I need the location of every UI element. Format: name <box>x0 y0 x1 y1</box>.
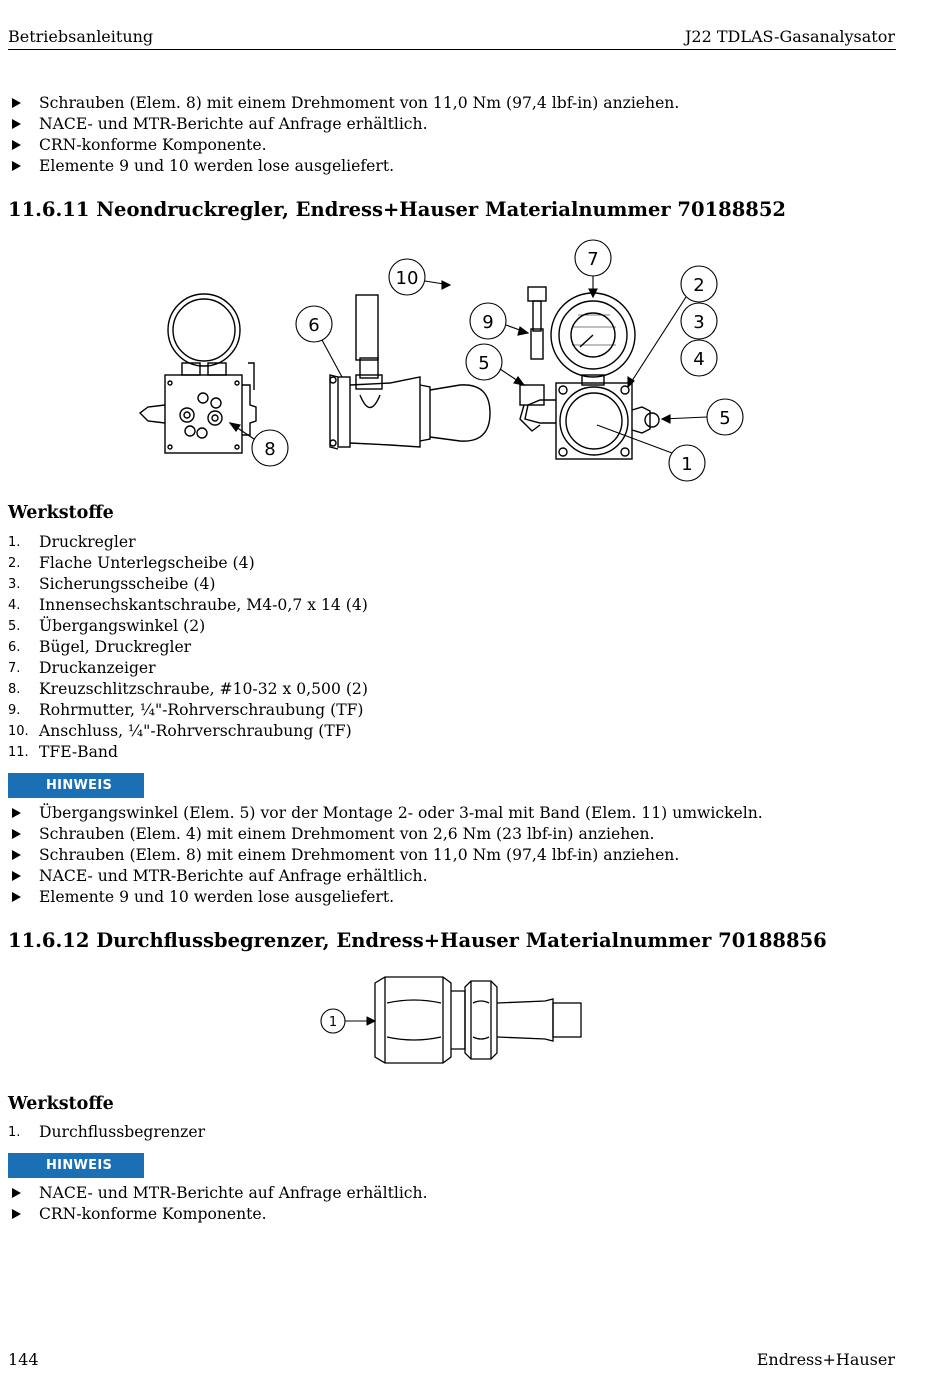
materials-list <box>8 1122 205 1143</box>
callout-2: 2 <box>693 275 705 296</box>
regulator-side-view <box>330 295 490 449</box>
list-item: 4. Innensechskantschraube, M4-0,7 x 14 (4) <box>8 596 368 614</box>
list-item: NACE- und MTR-Berichte auf Anfrage erhältlich. <box>8 1183 428 1204</box>
callout-5a: 5 <box>478 353 490 374</box>
list-item: 7. Druckanzeiger <box>8 659 156 677</box>
list-item: 1. Druckregler <box>8 533 136 551</box>
intro-bullet-list <box>8 93 679 177</box>
header-product: J22 TDLAS-Gasanalysator <box>684 27 895 46</box>
materials-heading: Werkstoffe <box>8 1094 114 1114</box>
bullet-triangle-icon <box>12 808 21 818</box>
bullet-triangle-icon <box>12 829 21 839</box>
bullet-triangle-icon <box>12 850 21 860</box>
bullet-triangle-icon <box>12 892 21 902</box>
section-title-flow-restrictor: 11.6.12 Durchflussbegrenzer, Endress+Hauser Materialnummer 70188856 <box>8 929 827 952</box>
callout-7: 7 <box>587 249 599 270</box>
list-item: 10. Anschluss, ¼"-Rohrverschraubung (TF) <box>8 722 352 740</box>
list-item: Übergangswinkel (Elem. 5) vor der Montage 2- oder 3-mal mit Band (Elem. 11) umwickeln. <box>8 803 763 824</box>
bullet-triangle-icon <box>12 1188 21 1198</box>
list-item: CRN-konforme Komponente. <box>8 1204 428 1225</box>
list-item: 11. TFE-Band <box>8 743 118 761</box>
list-item: 1. Durchflussbegrenzer <box>8 1123 206 1141</box>
list-item: 6. Bügel, Druckregler <box>8 638 192 656</box>
list-item: 3. Sicherungsscheibe (4) <box>8 575 216 593</box>
list-item: 8. Kreuzschlitzschraube, #10-32 x 0,500 (2) <box>8 680 368 698</box>
list-item: Schrauben (Elem. 8) mit einem Drehmoment von 11,0 Nm (97,4 lbf-in) anziehen. <box>8 845 763 866</box>
header-rule <box>8 49 896 50</box>
list-item: Elemente 9 und 10 werden lose ausgeliefert. <box>8 156 679 177</box>
list-item: Elemente 9 und 10 werden lose ausgeliefert. <box>8 887 763 908</box>
regulator-drawing <box>120 235 760 485</box>
materials-list <box>8 532 368 763</box>
callout-3: 3 <box>693 312 705 333</box>
list-item: NACE- und MTR-Berichte auf Anfrage erhältlich. <box>8 114 679 135</box>
callout-1: 1 <box>681 454 693 475</box>
callout-5b: 5 <box>719 408 731 429</box>
callout-9: 10 <box>395 268 419 289</box>
page-number: 144 <box>8 1350 39 1369</box>
note-bullet-list <box>8 1183 428 1225</box>
materials-heading: Werkstoffe <box>8 503 114 523</box>
callout-4: 4 <box>693 349 705 370</box>
list-item: NACE- und MTR-Berichte auf Anfrage erhältlich. <box>8 866 763 887</box>
list-item: 9. Rohrmutter, ¼"-Rohrverschraubung (TF) <box>8 701 364 719</box>
list-item: CRN-konforme Komponente. <box>8 135 679 156</box>
note-badge: HINWEIS <box>8 773 144 798</box>
flow-restrictor-drawing <box>315 973 590 1068</box>
bullet-triangle-icon <box>12 1209 21 1219</box>
list-item: 5. Übergangswinkel (2) <box>8 617 206 635</box>
header-title: Betriebsanleitung <box>8 27 154 46</box>
bullet-triangle-icon <box>12 119 21 129</box>
callout-8: 8 <box>264 439 276 460</box>
section-title-neon-regulator: 11.6.11 Neondruckregler, Endress+Hauser Materialnummer 70188852 <box>8 198 786 221</box>
list-item: 2. Flache Unterlegscheibe (4) <box>8 554 255 572</box>
note-bullet-list <box>8 803 763 908</box>
note-badge: HINWEIS <box>8 1153 144 1178</box>
callout-1: 1 <box>328 1015 338 1030</box>
list-item: Schrauben (Elem. 4) mit einem Drehmoment von 2,6 Nm (23 lbf-in) anziehen. <box>8 824 763 845</box>
bullet-triangle-icon <box>12 161 21 171</box>
regulator-rear-view <box>520 287 659 459</box>
bullet-triangle-icon <box>12 98 21 108</box>
list-item: Schrauben (Elem. 8) mit einem Drehmoment von 11,0 Nm (97,4 lbf-in) anziehen. <box>8 93 679 114</box>
callout-10: 9 <box>482 312 494 333</box>
bullet-triangle-icon <box>12 140 21 150</box>
bullet-triangle-icon <box>12 871 21 881</box>
callout-6: 6 <box>308 315 320 336</box>
footer-brand: Endress+Hauser <box>756 1350 895 1369</box>
